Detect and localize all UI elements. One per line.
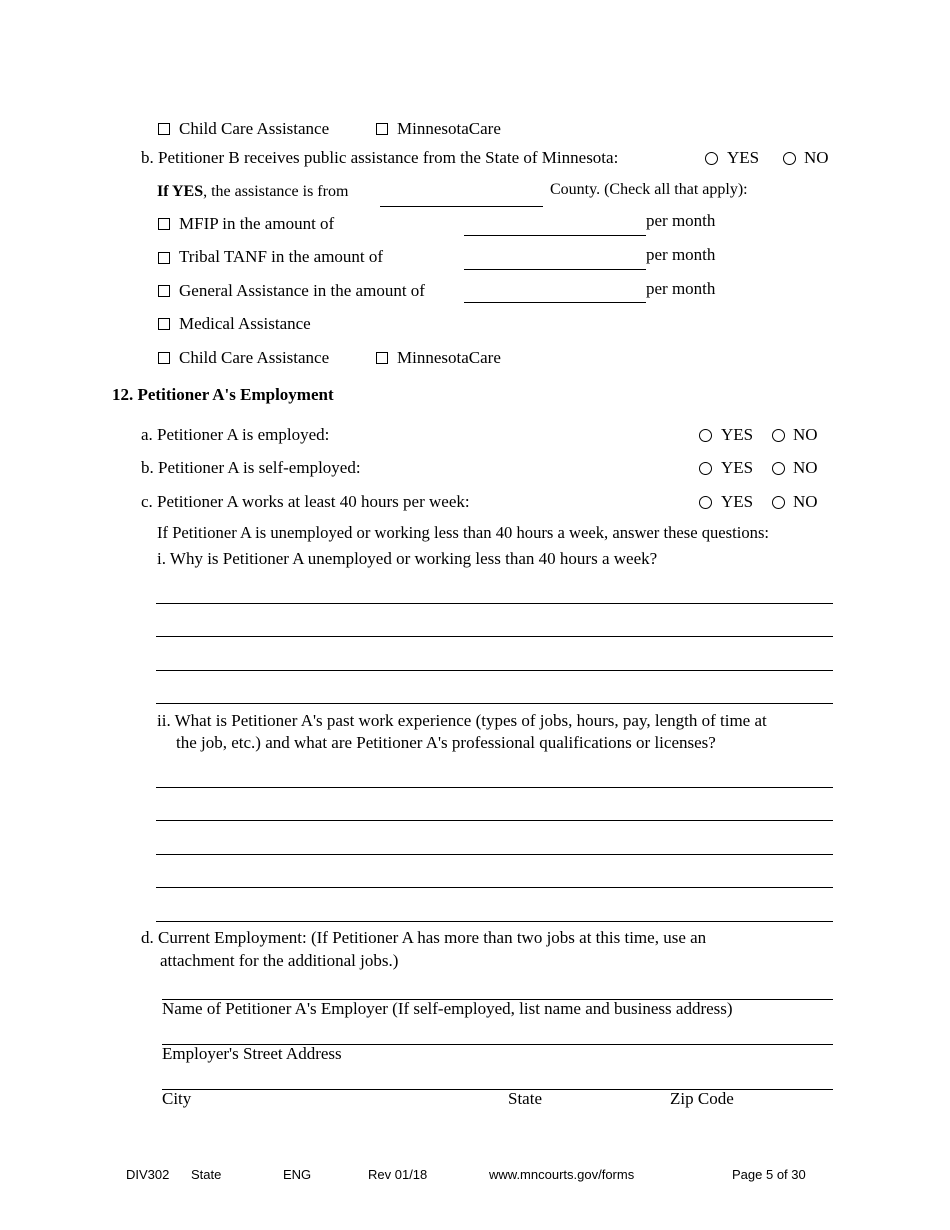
yes-label: YES [721,458,754,477]
footer-form-id: DIV302 [126,1167,170,1182]
no-label: NO [793,458,818,477]
petitioner-b-assistance-question: b. Petitioner B receives public assistance from the State of Minnesota: [141,148,619,167]
general-assistance-amount-line[interactable] [464,302,646,303]
medical-assistance-checkbox[interactable] [158,318,170,330]
minnesotacare-checkbox-a[interactable] [376,123,388,135]
tribal-tanf-label: Tribal TANF in the amount of [179,247,384,266]
self-employed-question: b. Petitioner A is self-employed: [141,458,361,477]
unemployed-instructions: If Petitioner A is unemployed or working less than 40 hours a week, answer these questions: [157,523,770,542]
answer-i-line-3[interactable] [156,670,833,671]
answer-i-line-1[interactable] [156,603,833,604]
minnesotacare-label-a: MinnesotaCare [397,119,501,138]
county-field-line[interactable] [380,206,543,207]
footer-state: State [191,1167,222,1182]
employed-question: a. Petitioner A is employed: [141,425,330,444]
general-assistance-checkbox[interactable] [158,285,170,297]
if-yes-text [157,182,348,202]
minnesotacare-checkbox-b[interactable] [376,352,388,364]
child-care-label-a: Child Care Assistance [179,119,330,138]
tribal-tanf-per-month: per month [646,245,716,264]
question-d-line-1: d. Current Employment: (If Petitioner A has more than two jobs at this time, use an [141,928,707,947]
general-assistance-label: General Assistance in the amount of [179,281,425,300]
no-label: NO [793,425,818,444]
medical-assistance-label: Medical Assistance [179,314,311,333]
child-care-label-b: Child Care Assistance [179,348,330,367]
forty-hours-question: c. Petitioner A works at least 40 hours per week: [141,492,470,511]
question-ii-line-2: the job, etc.) and what are Petitioner A's professional qualifications or licenses? [176,733,716,752]
employer-street-label: Employer's Street Address [162,1044,342,1063]
if-yes-bold: If YES [157,183,204,200]
footer-lang: ENG [283,1167,312,1182]
if-yes-rest: , the assistance is from [203,183,349,200]
footer-page: Page 5 of 30 [732,1167,806,1182]
state-label: State [508,1089,542,1108]
city-label: City [162,1089,192,1108]
answer-ii-line-3[interactable] [156,854,833,855]
no-label: NO [793,492,818,511]
yes-label: YES [721,492,754,511]
footer-rev: Rev 01/18 [368,1167,428,1182]
footer-url[interactable]: www.mncourts.gov/forms [489,1167,635,1182]
answer-ii-line-2[interactable] [156,820,833,821]
mfip-amount-line[interactable] [464,235,646,236]
section-12-heading: 12. Petitioner A's Employment [112,385,334,404]
petitioner-b-assistance-no-radio[interactable] [783,152,796,165]
county-text: County. (Check all that apply): [550,181,748,198]
answer-ii-line-5[interactable] [156,921,833,922]
yes-label: YES [727,148,760,167]
mfip-checkbox[interactable] [158,218,170,230]
general-assistance-per-month: per month [646,279,716,298]
answer-ii-line-4[interactable] [156,887,833,888]
self-employed-no-radio[interactable] [772,462,785,475]
answer-i-line-2[interactable] [156,636,833,637]
question-ii-line-1: ii. What is Petitioner A's past work experience (types of jobs, hours, pay, length of time at [157,711,767,730]
question-d-line-2: attachment for the additional jobs.) [160,951,399,970]
tribal-tanf-amount-line[interactable] [464,269,646,270]
no-label: NO [804,148,829,167]
forty-hours-no-radio[interactable] [772,496,785,509]
mfip-label: MFIP in the amount of [179,214,335,233]
employed-no-radio[interactable] [772,429,785,442]
answer-ii-line-1[interactable] [156,787,833,788]
employed-yes-radio[interactable] [699,429,712,442]
petitioner-b-assistance-yes-radio[interactable] [705,152,718,165]
zip-label: Zip Code [670,1089,734,1108]
employer-name-label: Name of Petitioner A's Employer (If self-employed, list name and business address) [162,999,733,1018]
forty-hours-yes-radio[interactable] [699,496,712,509]
minnesotacare-label-b: MinnesotaCare [397,348,501,367]
question-i: i. Why is Petitioner A unemployed or working less than 40 hours a week? [157,549,658,568]
yes-label: YES [721,425,754,444]
child-care-checkbox-b[interactable] [158,352,170,364]
tribal-tanf-checkbox[interactable] [158,252,170,264]
self-employed-yes-radio[interactable] [699,462,712,475]
answer-i-line-4[interactable] [156,703,833,704]
child-care-checkbox-a[interactable] [158,123,170,135]
mfip-per-month: per month [646,211,716,230]
